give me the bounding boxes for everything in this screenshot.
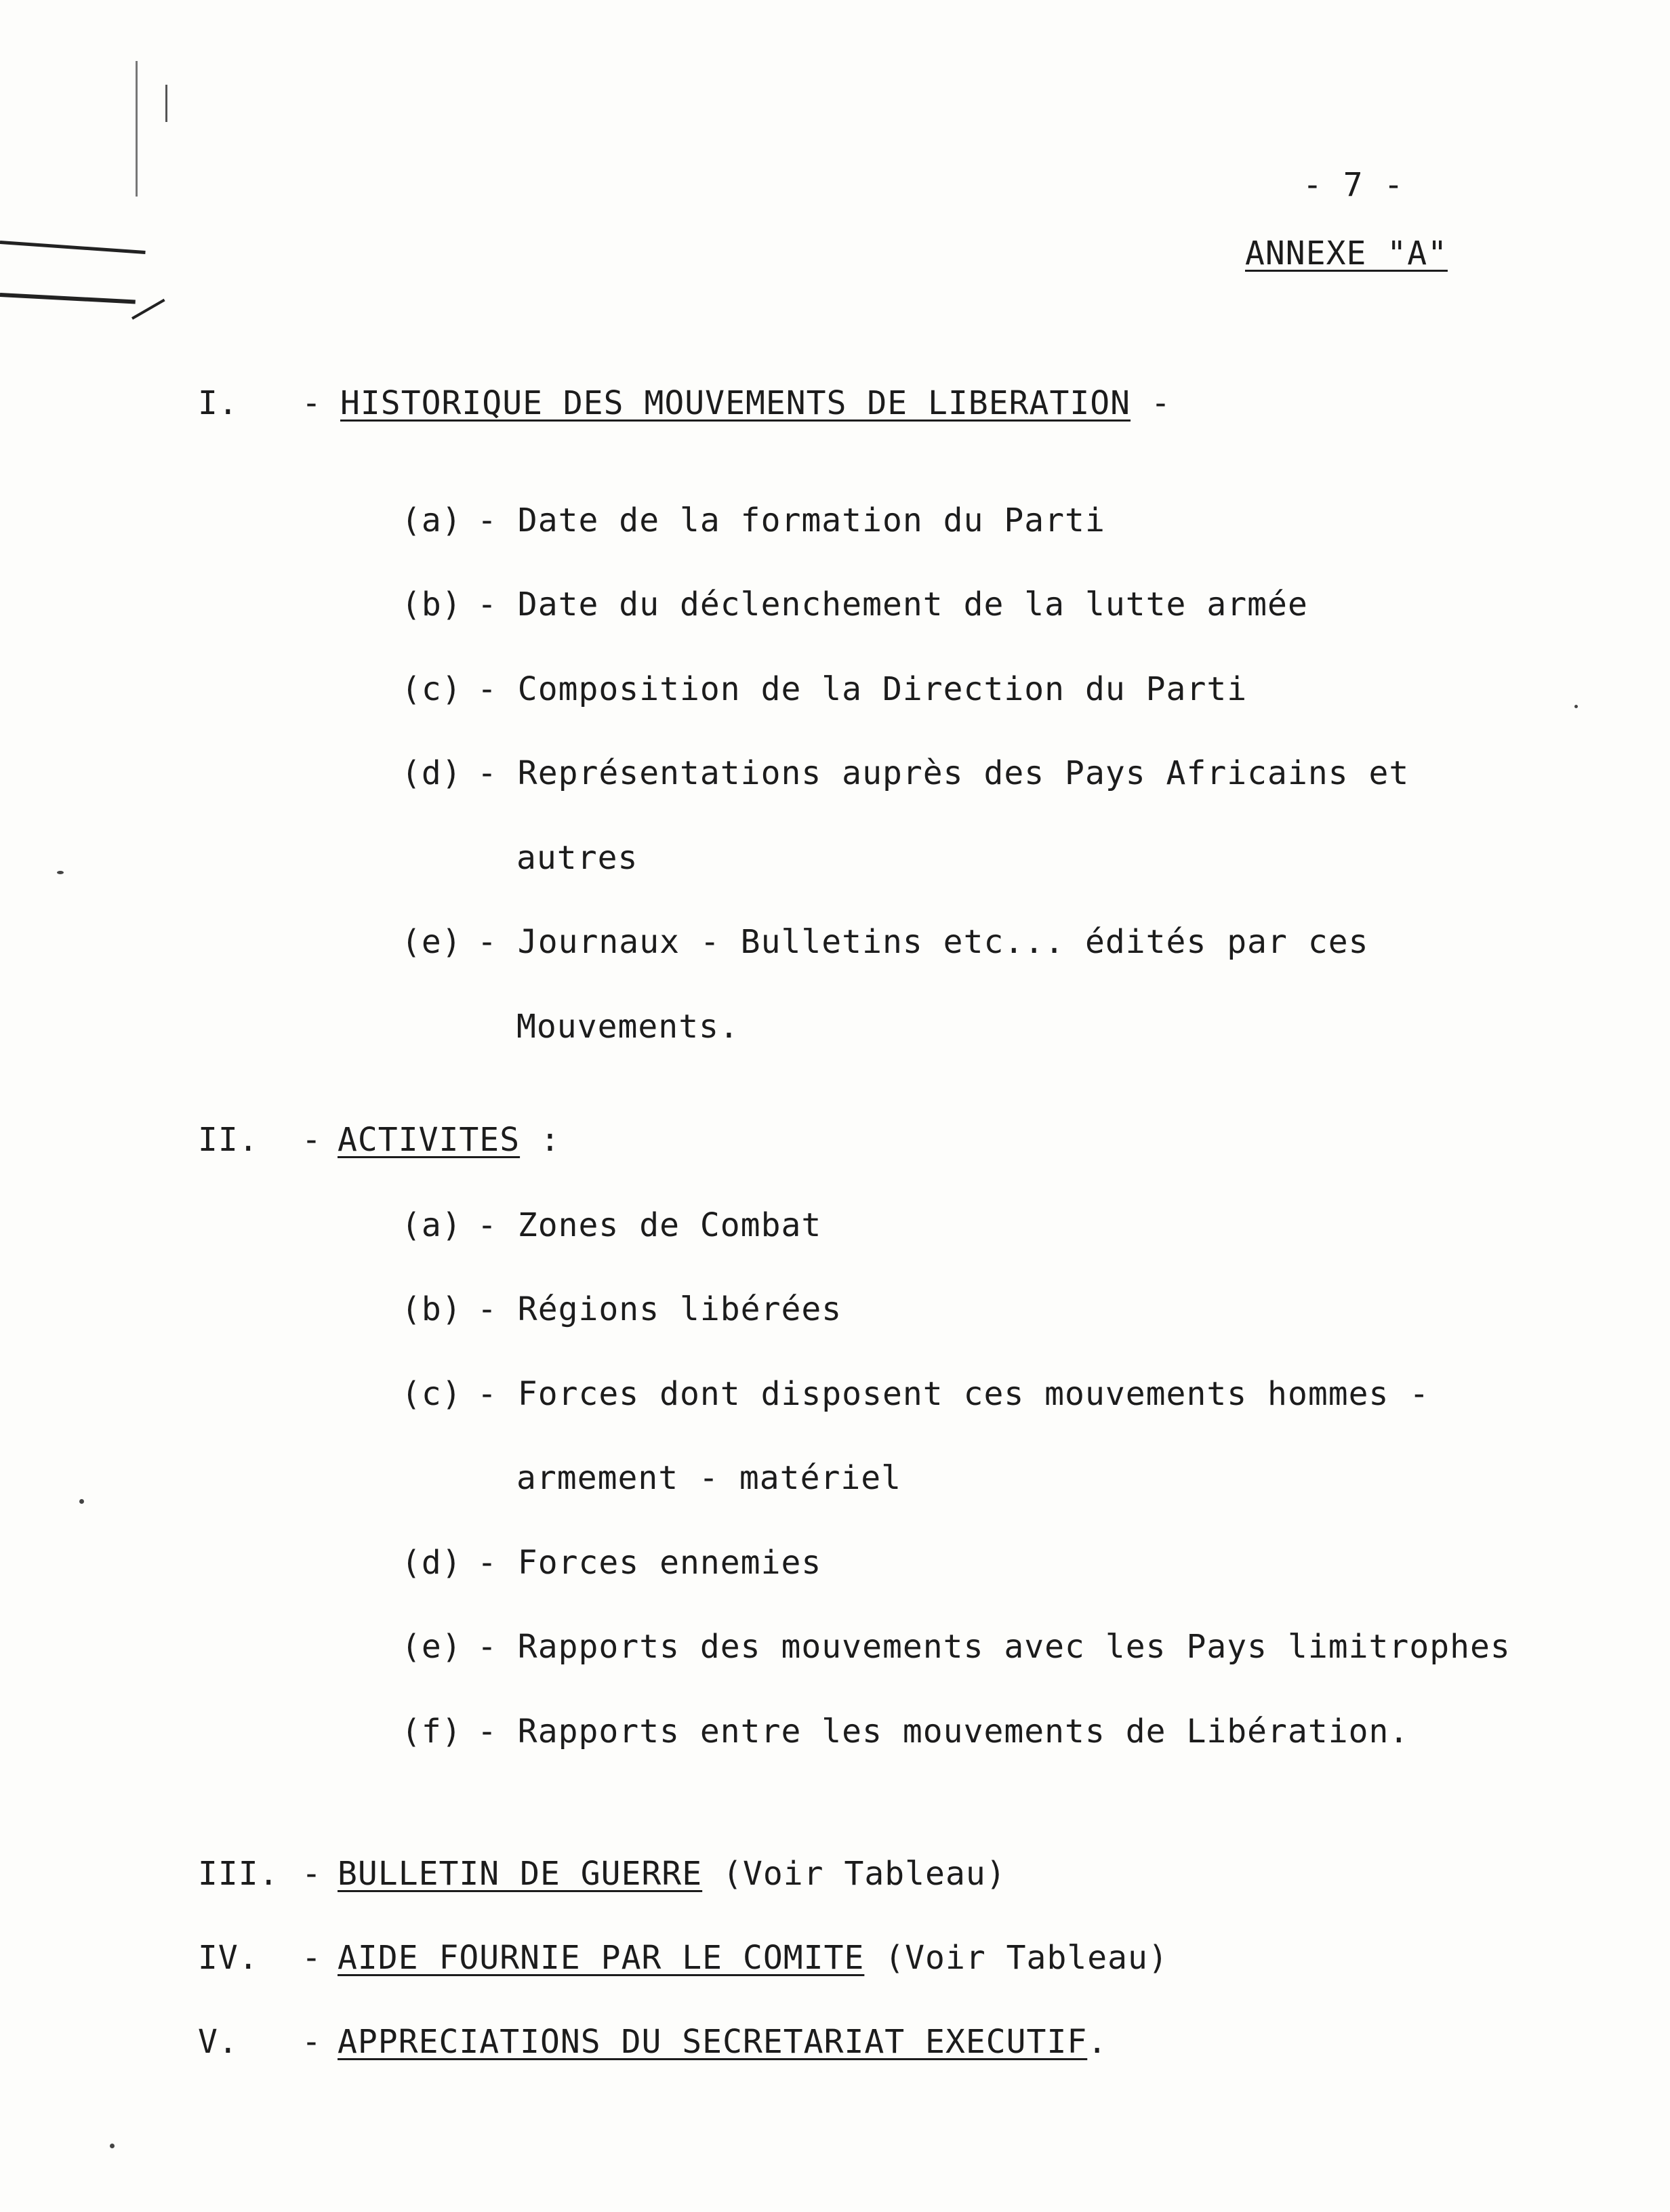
section-title: BULLETIN DE GUERRE — [338, 1855, 703, 1893]
item-text: - Forces ennemies — [477, 1544, 822, 1582]
section-dash: - — [302, 1855, 322, 1893]
item-continuation: Mouvements. — [516, 1008, 739, 1046]
item-text: - Représentations auprès des Pays Africains et — [477, 754, 1410, 792]
section-title: AIDE FOURNIE PAR LE COMITE — [338, 1939, 865, 1977]
item-text: - Journaux - Bulletins etc... édités par ces — [477, 923, 1369, 961]
scan-mark-lower — [0, 293, 136, 304]
section-dash: - — [302, 1939, 322, 1977]
section-heading — [338, 1938, 1168, 1978]
item-text: - Rapports entre les mouvements de Libération. — [477, 1713, 1410, 1750]
section-heading — [338, 1120, 561, 1160]
section-suffix: (Voir Tableau) — [864, 1939, 1168, 1977]
page-number: - 7 - — [1303, 166, 1404, 204]
section-suffix: - — [1131, 384, 1171, 422]
item-text: - Forces dont disposent ces mouvements hommes - — [477, 1375, 1430, 1413]
scan-speck-2 — [79, 1499, 84, 1504]
item-label: (b) — [401, 1290, 462, 1328]
section-dash: - — [302, 384, 322, 422]
item-text: - Date du déclenchement de la lutte armée — [477, 586, 1308, 623]
section-heading — [338, 1853, 1006, 1894]
item-text: - Date de la formation du Parti — [477, 501, 1105, 539]
section-numeral: I. — [198, 384, 239, 422]
section-suffix: . — [1087, 2023, 1108, 2061]
scan-speck-4 — [1574, 705, 1578, 708]
section-suffix: : — [520, 1121, 561, 1159]
item-text: - Régions libérées — [477, 1290, 842, 1328]
scan-mark-upper — [0, 241, 146, 254]
scan-speck-1 — [57, 871, 64, 874]
section-title: ACTIVITES — [338, 1121, 521, 1159]
item-label: (e) — [401, 1628, 462, 1666]
scan-mark-binding-2 — [165, 85, 167, 122]
section-numeral: II. — [198, 1121, 259, 1159]
section-heading — [340, 383, 1171, 424]
item-label: (a) — [401, 501, 462, 539]
section-dash: - — [302, 2023, 322, 2061]
item-label: (c) — [401, 670, 462, 708]
section-heading — [338, 2022, 1107, 2062]
scan-mark-hook — [131, 299, 165, 320]
section-suffix: (Voir Tableau) — [702, 1855, 1006, 1893]
item-label: (f) — [401, 1713, 462, 1750]
item-label: (e) — [401, 923, 462, 961]
section-numeral: V. — [198, 2023, 239, 2061]
item-text: - Zones de Combat — [477, 1206, 822, 1244]
section-numeral: IV. — [198, 1939, 259, 1977]
annex-label: ANNEXE "A" — [1245, 234, 1448, 272]
section-title: HISTORIQUE DES MOUVEMENTS DE LIBERATION — [340, 384, 1131, 422]
item-continuation: armement - matériel — [516, 1459, 902, 1497]
section-dash: - — [302, 1121, 322, 1159]
section-numeral: III. — [198, 1855, 279, 1893]
item-continuation: autres — [516, 839, 638, 877]
section-title: APPRECIATIONS DU SECRETARIAT EXECUTIF — [338, 2023, 1088, 2061]
scan-mark-binding-1 — [136, 61, 138, 197]
scan-speck-3 — [110, 2144, 115, 2148]
item-label: (c) — [401, 1375, 462, 1413]
item-label: (d) — [401, 754, 462, 792]
item-label: (a) — [401, 1206, 462, 1244]
item-text: - Rapports des mouvements avec les Pays limitrophes — [477, 1628, 1511, 1666]
item-label: (b) — [401, 586, 462, 623]
item-text: - Composition de la Direction du Parti — [477, 670, 1248, 708]
item-label: (d) — [401, 1544, 462, 1582]
